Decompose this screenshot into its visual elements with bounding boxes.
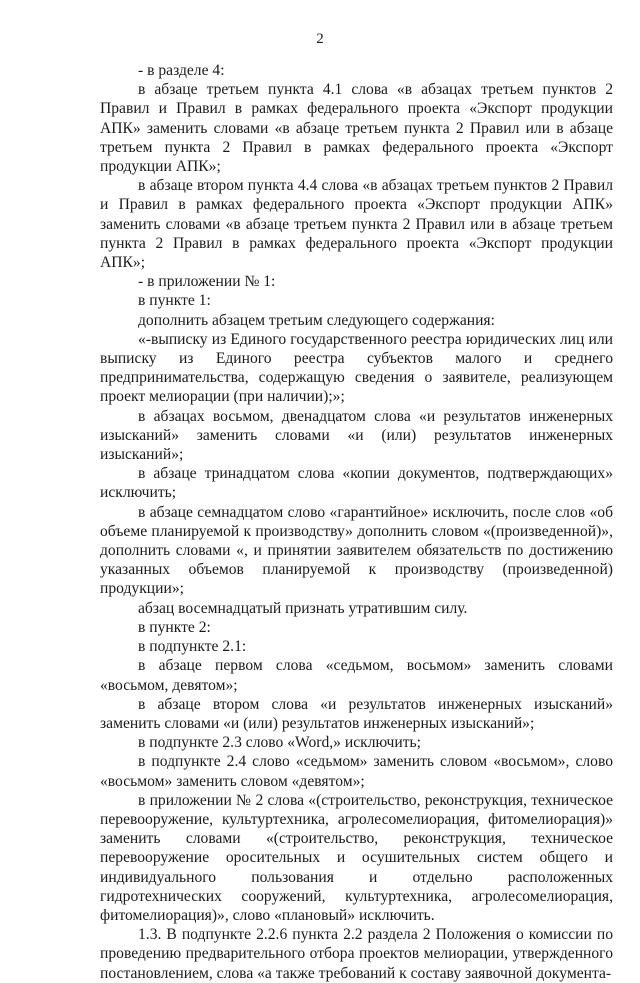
paragraph: в подпункте 2.3 слово «Word,» исключить; xyxy=(138,734,421,752)
page-number: 2 xyxy=(316,31,324,47)
paragraph: в абзаце третьем пункта 4.1 слова «в абзацах третьем пунктов 2 Правил и Правил в рамках федерального проекта «Экспорт продукции АПК» заменить словами «в абзаце третьем пункта 2 Правил или в абзаце третьем пункта 2 Правил в рамках федерального проекта «Экспорт продукции АПК»; xyxy=(100,81,613,176)
paragraph: в пункте 2: xyxy=(138,618,211,636)
paragraph: в подпункте 2.1: xyxy=(138,638,247,656)
paragraph: в абзаце тринадцатом слова «копии документов, подтверждающих» исключить; xyxy=(100,465,613,502)
paragraph: в абзаце втором слова «и результатов инженерных изысканий» заменить словами «и (или) результатов инженерных изысканий»; xyxy=(100,695,613,732)
paragraph: «-выписку из Единого государственного реестра юридических лиц или выписку из Единого реестра субъектов малого и среднего предпринимательства, содержащую сведения о заявителе, реализующем проект мелиорации (при наличии);»; xyxy=(100,330,613,406)
paragraph: в абзаце втором пункта 4.4 слова «в абзацах третьем пунктов 2 Правил и Правил в рамках федерального проекта «Экспорт продукции АПК» заменить словами «в абзаце третьем пункта 2 Правил или в абзаце третьем пункта 2 Правил в рамках федерального проекта «Экспорт продукции АПК»; xyxy=(100,177,613,272)
paragraph: 1.3. В подпункте 2.2.6 пункта 2.2 раздела 2 Положения о комиссии по проведению предварительного отбора проектов мелиорации, утвержденного постановлением, слова «а также требований к составу заявочной документа- xyxy=(100,926,613,982)
paragraph: - в приложении № 1: xyxy=(138,273,276,291)
paragraph: дополнить абзацем третьим следующего содержания: xyxy=(138,311,495,329)
paragraph: в приложении № 2 слова «(строительство, реконструкция, техническое перевооружение, культуртехника, агролесомелиорация, фитомелиорация)» заменить словами «(строительство, реконструкция, техническое перевооружение оросительных и осушительных систем общего и индивидуального пользования и отдельно расположенных гидротехнических сооружений, культуртехника, агролесомелиорация, фитомелиорация)», слово «плановый» исключить. xyxy=(100,791,613,924)
paragraph: в абзацах восьмом, двенадцатом слова «и результатов инженерных изысканий» заменить словами «и (или) результатов инженерных изысканий»; xyxy=(100,407,613,464)
paragraph: в подпункте 2.4 слово «седьмом» заменить словом «восьмом», слово «восьмом» заменить словом «девятом»; xyxy=(100,753,613,790)
paragraph: в абзаце семнадцатом слово «гарантийное» исключить, после слов «об объеме планируемой к производству» дополнить словом «(произведенной)», дополнить словами «, и принятии заявителем обязательств по достижению указанных объемов планируемой к производству (произведенной) продукции»; xyxy=(100,503,613,598)
paragraph: - в разделе 4: xyxy=(138,62,225,79)
paragraph: в абзаце первом слова «седьмом, восьмом» заменить словами «восьмом, девятом»; xyxy=(100,657,613,694)
paragraph: абзац восемнадцатый признать утратившим силу. xyxy=(138,599,468,617)
document-body xyxy=(100,61,613,983)
paragraph: в пункте 1: xyxy=(138,292,211,310)
